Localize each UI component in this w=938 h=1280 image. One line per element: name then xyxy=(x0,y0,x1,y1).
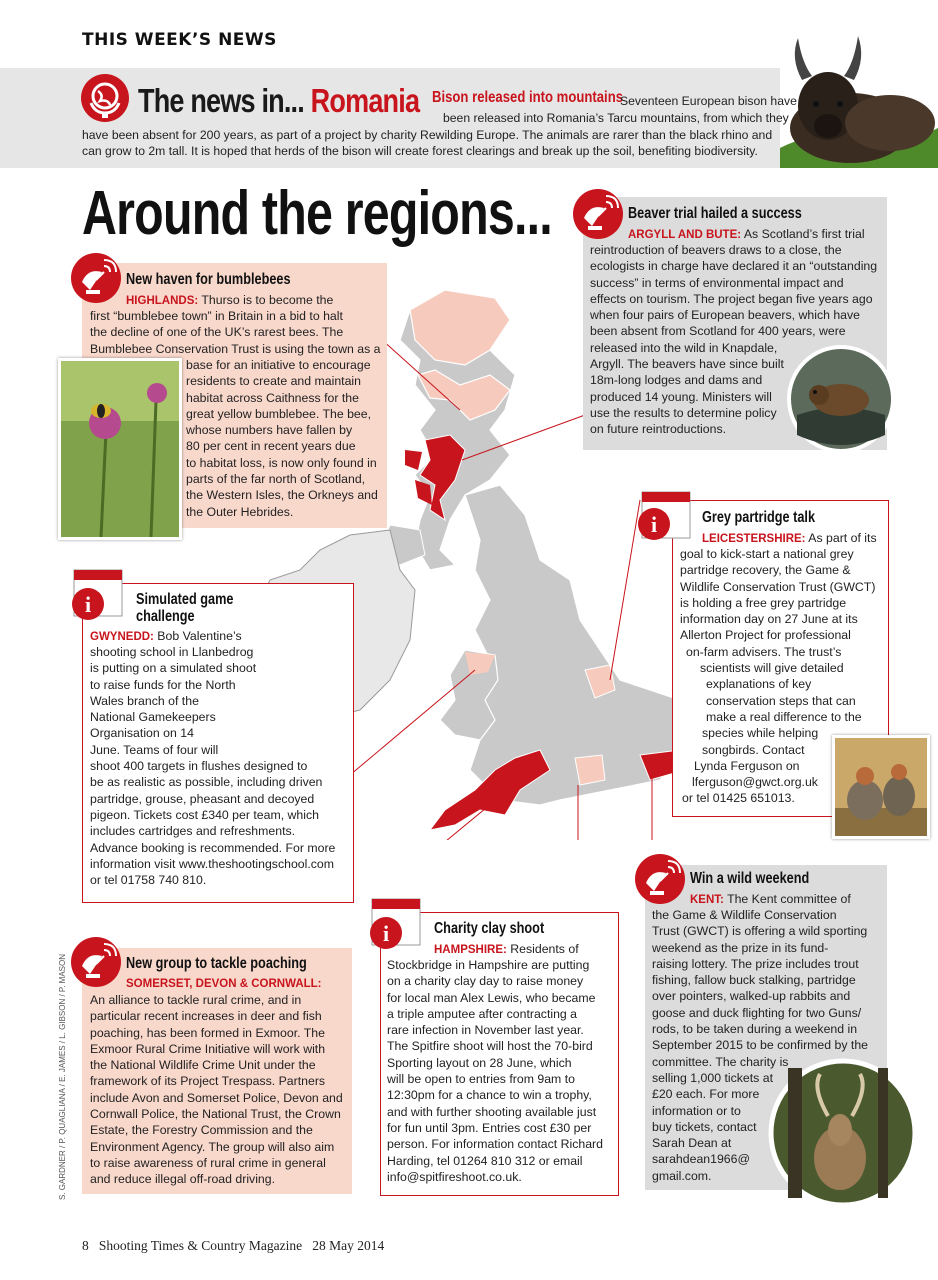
poaching-location: SOMERSET, DEVON & CORNWALL: xyxy=(126,978,322,990)
partridge-location: LEICESTERSHIRE: xyxy=(702,533,806,545)
bison-text-line1: Seventeen European bison have xyxy=(620,94,797,108)
svg-text:i: i xyxy=(650,512,658,537)
calendar-info-icon xyxy=(70,566,126,624)
simulated-line: GWYNEDD: Bob Valentine’s xyxy=(90,629,242,643)
simulated-location: GWYNEDD: xyxy=(90,631,154,643)
weekend-location: KENT: xyxy=(690,894,724,906)
poaching-body: An alliance to tackle rural crime, and in particular recent increases in deer and fish poaching, has been formed in Exmoor. The Exmoor Rural Crime Initiative will work with the National Wildlife Crime Unit under the framework of its Project Trespass. Partners include Avon and Somerset Police, Devon and Cornwall Police, the National Trust, the Crown Estate, the Forestry Commission and the Environment Agency. The group will also aim to raise awareness of rural crime in general and reduce illegal off-road driving. xyxy=(90,993,343,1187)
satellite-dish-icon xyxy=(572,188,624,240)
magazine-name: Shooting Times & Country Magazine xyxy=(98,1238,303,1253)
weekend-line: KENT: The Kent committee of xyxy=(690,892,851,906)
poaching-title: New group to tackle poaching xyxy=(126,955,307,972)
satellite-dish-icon xyxy=(70,252,122,304)
issue-date: 28 May 2014 xyxy=(312,1238,385,1253)
calendar-info-icon xyxy=(638,488,694,546)
bumblebees-line: HIGHLANDS: Thurso is to become the xyxy=(126,293,334,307)
bumblebees-title: New haven for bumblebees xyxy=(126,271,291,288)
simulated-title: Simulated game challenge xyxy=(136,591,234,625)
clay-title: Charity clay shoot xyxy=(434,920,545,937)
partridge-photo xyxy=(832,735,930,839)
photo-credit: S. GARDNER / P. QUAGLIANA / E. JAMES / L. GIBSON / P. MASON xyxy=(58,954,67,1200)
news-in-prefix: The news in... xyxy=(138,82,304,119)
page-footer xyxy=(82,1238,384,1254)
page-title: Around the regions... xyxy=(82,179,552,248)
svg-text:i: i xyxy=(382,921,390,946)
news-in-country: Romania xyxy=(310,82,420,119)
bumblebee-photo xyxy=(58,358,182,540)
clay-body: Stockbridge in Hampshire are putting on a charity clay day to raise money for local man Alex Lewis, who became a triple amputee after contracting a rare infection in November last year. The Spitfire shoot will host the 70-bird Sporting layout on 28 June, which will be open to entries from 9am to 12:30pm for a chance to win a trophy, and with further shooting available just for fun until 3pm. Entries cost £30 per person. For information contact Richard Harding, tel 01264 810 312 or email info@spitfireshoot.co.uk. xyxy=(387,958,603,1184)
bison-text-line2: been released into Romania’s Tarcu mountains, from which they xyxy=(443,111,789,125)
deer-photo xyxy=(768,1058,918,1208)
bison-headline: Bison released into mountains xyxy=(432,89,624,106)
beaver-title: Beaver trial hailed a success xyxy=(628,205,802,222)
page-number: 8 xyxy=(82,1238,89,1253)
bumblebees-line: the decline of one of the UK’s rarest bees. The xyxy=(90,325,344,339)
bumblebees-line: Bumblebee Conservation Trust is using the town as a xyxy=(90,342,381,356)
satellite-dish-icon xyxy=(70,936,122,988)
calendar-info-icon xyxy=(368,895,424,953)
bison-photo xyxy=(780,28,938,168)
globe-icon xyxy=(80,73,130,123)
bison-text-rest: have been absent for 200 years, as part of a project by charity Rewilding Europe. The animals are rarer than the black rhino and can grow to 2m tall. It is hoped that herds of the bison will create forest clearings and break up the soil, benefiting biodiversity. xyxy=(82,128,773,158)
bumblebees-body: base for an initiative to encourage residents to create and maintain habitat across Caithness for the great yellow bumblebee. The bee, whose numbers have fallen by 80 per cent in recent years due to habitat loss, is now only found in parts of the far north of Scotland, the Western Isles, the Orkneys and the Outer Hebrides. xyxy=(186,358,378,519)
beaver-body: reintroduction of beavers draws to a close, the ecologists in charge have declared it an “outstanding success” in terms of environmental impact and effects on tourism. The project began five years ago when four pairs of European beavers, which have been absent from Scotland for 400 years, were released into the wild in Knapdale, Argyll. The beavers have since built 18m-long lodges and dams and produced 14 young. Ministers will use the results to determine policy on future reintroductions. xyxy=(590,243,878,437)
bumblebees-line: first “bumblebee town” in Britain in a bid to halt xyxy=(90,309,343,323)
weekend-body: the Game & Wildlife Conservation Trust (GWCT) is offering a wild sporting weekend as the prize in its fund- raising lottery. The prize includes trout fishing, fallow buck stalking, partridge over pointers, walked-up rabbits and goose and duck flighting for two Guns/ rods, to be taken during a weekend in September 2015 to be confirmed by the committee. The charity is selling 1,000 tickets at £20 each. For more information or to buy tickets, contact Sarah Dean at sarahdean1966@ gmail.com. xyxy=(652,908,869,1183)
partridge-title: Grey partridge talk xyxy=(702,509,816,526)
svg-text:i: i xyxy=(84,592,92,617)
partridge-line: LEICESTERSHIRE: As part of its xyxy=(702,531,877,545)
section-header: THIS WEEK’S NEWS xyxy=(82,30,277,50)
simulated-body: shooting school in Llanbedrog is putting on a simulated shoot to raise funds for the North Wales branch of the National Gamekeepers Organisation on 14 June. Teams of four will shoot 400 targets in flushes designed to be as realistic as possible, including driven partridge, grouse, pheasant and decoyed pigeon. Tickets cost £340 per team, which includes cartridges and refreshments. Advance booking is recommended. For more information visit www.theshootingschool.com or tel 01758 740 810. xyxy=(90,645,336,888)
partridge-body: goal to kick-start a national grey partridge recovery, the Game & Wildlife Conservation Trust (GWCT) is holding a free grey partridge information day on 27 June at its Allerton Project for professional on-farm advisers. The trust’s scientists will give detailed explanations of key conservation steps that can make a real difference to the species while helping songbirds. Contact Lynda Ferguson on lferguson@gwct.org.uk or tel 01425 651013. xyxy=(680,547,876,806)
beaver-line: ARGYLL AND BUTE: As Scotland’s first trial xyxy=(628,227,865,241)
clay-line: HAMPSHIRE: Residents of xyxy=(434,942,579,956)
clay-location: HAMPSHIRE: xyxy=(434,944,507,956)
news-in-title xyxy=(138,82,419,120)
bumblebees-location: HIGHLANDS: xyxy=(126,295,199,307)
beaver-location: ARGYLL AND BUTE: xyxy=(628,229,742,241)
weekend-title: Win a wild weekend xyxy=(690,870,810,887)
satellite-dish-icon xyxy=(634,853,686,905)
beaver-photo xyxy=(787,345,895,453)
